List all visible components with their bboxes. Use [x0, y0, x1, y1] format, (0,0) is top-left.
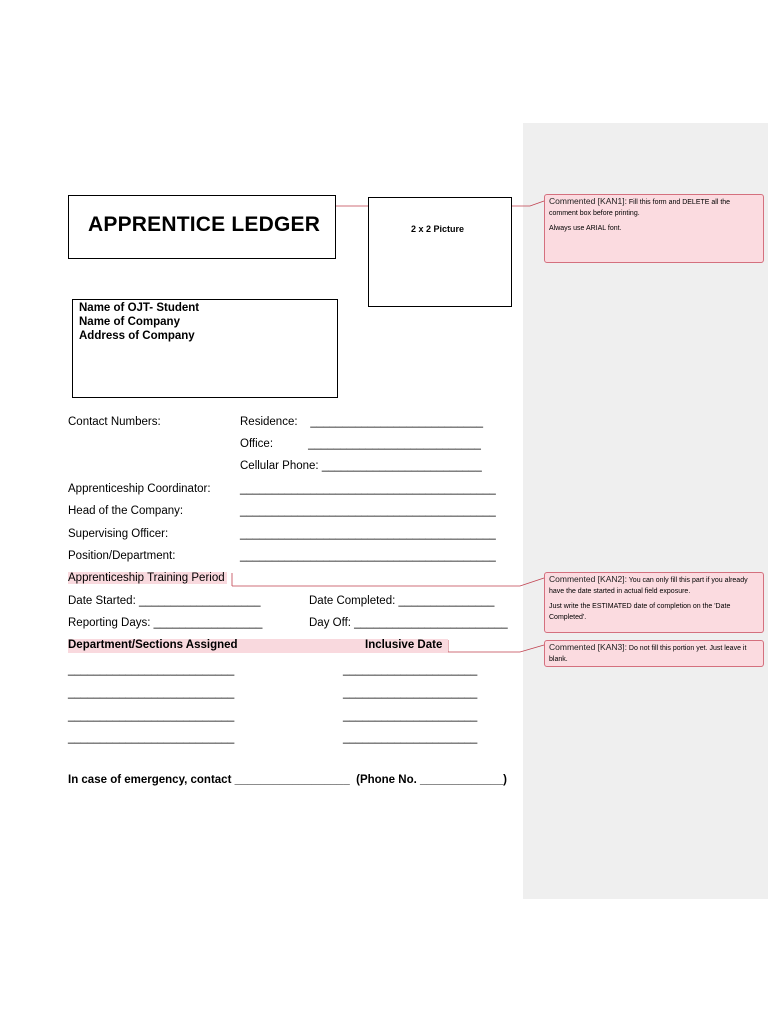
date-blank: _____________________ — [343, 710, 478, 722]
date-started-field: Date Started: ___________________ — [68, 595, 261, 607]
date-blank: _____________________ — [343, 664, 478, 676]
picture-box — [368, 197, 512, 307]
emergency-contact-line: In case of emergency, contact __________________ (Phone No. _____________) — [68, 774, 507, 786]
residence-field: Residence: ___________________________ — [240, 416, 483, 428]
date-blank: _____________________ — [343, 732, 478, 744]
dept-blank: __________________________ — [68, 664, 235, 676]
dept-sections-header: Department/Sections Assigned — [68, 639, 238, 651]
comment-text: Just write the ESTIMATED date of completion on the 'Date Completed'. — [549, 603, 731, 621]
dept-blank: __________________________ — [68, 710, 235, 722]
head-label: Head of the Company: — [68, 505, 184, 517]
dept-blank: __________________________ — [68, 732, 235, 744]
page-title: APPRENTICE LEDGER — [88, 213, 321, 236]
comment-kan1[interactable] — [544, 194, 764, 263]
supervisor-blank: ________________________________________ — [240, 528, 496, 540]
company-name-label: Name of Company — [79, 316, 180, 328]
student-name-label: Name of OJT- Student — [79, 302, 200, 314]
comment-author: Commented [KAN1]: — [549, 196, 627, 206]
comment-kan3[interactable] — [544, 640, 764, 667]
comment-text: You can only fill this part if you already have the date started in actual field exposure. — [549, 577, 748, 595]
coordinator-blank: ________________________________________ — [240, 483, 496, 495]
company-address-label: Address of Company — [79, 330, 195, 342]
comment-text: Fill this form and DELETE all the comment box before printing. — [549, 199, 731, 217]
reporting-days-field: Reporting Days: _________________ — [68, 617, 263, 629]
picture-label: 2 x 2 Picture — [411, 224, 465, 234]
supervisor-label: Supervising Officer: — [68, 528, 169, 540]
inclusive-date-header: Inclusive Date — [365, 639, 443, 651]
coordinator-label: Apprenticeship Coordinator: — [68, 483, 211, 495]
cellular-field: Cellular Phone: _________________________ — [240, 460, 482, 472]
comment-text: Always use ARIAL font. — [549, 225, 622, 232]
day-off-field: Day Off: ________________________ — [309, 617, 508, 629]
comment-author: Commented [KAN2]: — [549, 574, 627, 584]
date-blank: _____________________ — [343, 687, 478, 699]
position-label: Position/Department: — [68, 550, 176, 562]
date-completed-field: Date Completed: _______________ — [309, 595, 495, 607]
training-period-label: Apprenticeship Training Period — [68, 572, 225, 584]
position-blank: ________________________________________ — [240, 550, 496, 562]
comment-kan2[interactable] — [544, 572, 764, 633]
comment-text: Do not fill this portion yet. Just leave it blank. — [549, 645, 747, 663]
head-blank: ________________________________________ — [240, 505, 496, 517]
comment-author: Commented [KAN3]: — [549, 642, 627, 652]
dept-blank: __________________________ — [68, 687, 235, 699]
contact-numbers-label: Contact Numbers: — [68, 416, 161, 428]
office-field: Office: ___________________________ — [240, 438, 481, 450]
